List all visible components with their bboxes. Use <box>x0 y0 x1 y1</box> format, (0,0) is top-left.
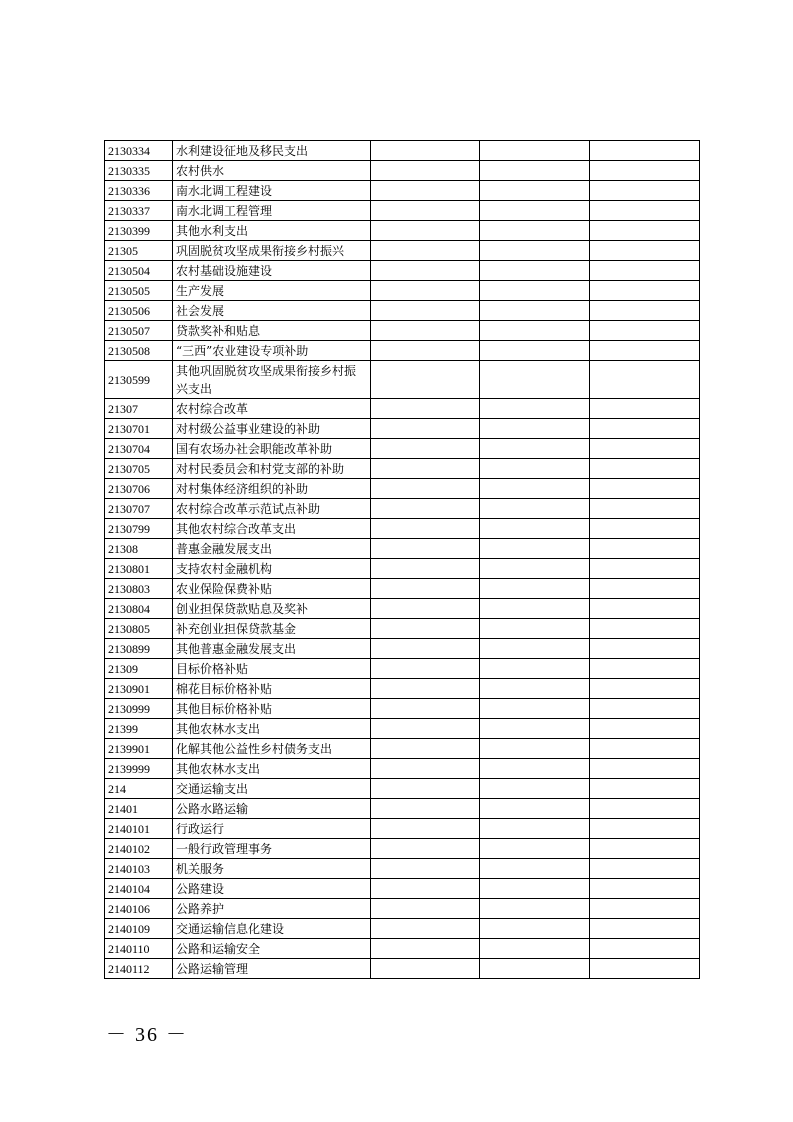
empty-value-cell <box>480 639 590 659</box>
empty-value-cell <box>480 419 590 439</box>
subject-name-cell: 棉花目标价格补贴 <box>173 679 371 699</box>
table-row <box>105 819 700 839</box>
table-row <box>105 699 700 719</box>
empty-value-cell <box>371 559 480 579</box>
empty-value-cell <box>590 879 700 899</box>
empty-value-cell <box>371 499 480 519</box>
empty-value-cell <box>590 161 700 181</box>
empty-value-cell <box>371 879 480 899</box>
table-row <box>105 241 700 261</box>
empty-value-cell <box>371 839 480 859</box>
empty-value-cell <box>480 799 590 819</box>
subject-code-cell: 21399 <box>105 719 173 739</box>
empty-value-cell <box>590 361 700 399</box>
empty-value-cell <box>590 419 700 439</box>
subject-name-cell: 农村供水 <box>173 161 371 181</box>
empty-value-cell <box>480 659 590 679</box>
subject-code-cell: 2139901 <box>105 739 173 759</box>
subject-code-cell: 2130899 <box>105 639 173 659</box>
subject-code-cell: 2130504 <box>105 261 173 281</box>
page-number: － 36 － <box>106 1024 188 1046</box>
empty-value-cell <box>480 459 590 479</box>
subject-name-cell: 其他水利支出 <box>173 221 371 241</box>
table-row <box>105 619 700 639</box>
subject-name-cell: 生产发展 <box>173 281 371 301</box>
empty-value-cell <box>371 281 480 301</box>
empty-value-cell <box>480 439 590 459</box>
table-row <box>105 679 700 699</box>
subject-code-cell: 21309 <box>105 659 173 679</box>
empty-value-cell <box>590 739 700 759</box>
empty-value-cell <box>480 739 590 759</box>
subject-name-cell: 南水北调工程建设 <box>173 181 371 201</box>
subject-code-cell: 2130704 <box>105 439 173 459</box>
subject-code-cell: 21307 <box>105 399 173 419</box>
empty-value-cell <box>480 181 590 201</box>
empty-value-cell <box>480 201 590 221</box>
empty-value-cell <box>590 719 700 739</box>
subject-name-cell: 水利建设征地及移民支出 <box>173 141 371 161</box>
empty-value-cell <box>480 839 590 859</box>
subject-name-cell: 其他农村综合改革支出 <box>173 519 371 539</box>
subject-code-cell: 2130599 <box>105 361 173 399</box>
subject-code-cell: 2130999 <box>105 699 173 719</box>
table-row <box>105 479 700 499</box>
empty-value-cell <box>480 281 590 301</box>
empty-value-cell <box>590 399 700 419</box>
subject-code-cell: 2130804 <box>105 599 173 619</box>
table-row <box>105 899 700 919</box>
empty-value-cell <box>480 939 590 959</box>
empty-value-cell <box>371 181 480 201</box>
subject-code-cell: 2139999 <box>105 759 173 779</box>
subject-name-cell: 对村级公益事业建设的补助 <box>173 419 371 439</box>
table-row <box>105 361 700 399</box>
table-row <box>105 839 700 859</box>
subject-code-cell: 2130508 <box>105 341 173 361</box>
empty-value-cell <box>371 699 480 719</box>
table-row <box>105 499 700 519</box>
subject-code-cell: 2130399 <box>105 221 173 241</box>
table-row <box>105 519 700 539</box>
empty-value-cell <box>480 919 590 939</box>
empty-value-cell <box>590 579 700 599</box>
subject-code-cell: 2130334 <box>105 141 173 161</box>
subject-code-cell: 2140112 <box>105 959 173 979</box>
subject-name-cell: 公路运输管理 <box>173 959 371 979</box>
subject-code-cell: 2140106 <box>105 899 173 919</box>
subject-name-cell: 农村综合改革 <box>173 399 371 419</box>
table-row <box>105 459 700 479</box>
empty-value-cell <box>590 839 700 859</box>
empty-value-cell <box>371 361 480 399</box>
empty-value-cell <box>590 899 700 919</box>
empty-value-cell <box>371 959 480 979</box>
empty-value-cell <box>480 361 590 399</box>
table-row <box>105 859 700 879</box>
subject-name-cell: 其他农林水支出 <box>173 759 371 779</box>
subject-name-cell: 交通运输支出 <box>173 779 371 799</box>
subject-code-cell: 2130506 <box>105 301 173 321</box>
table-row <box>105 959 700 979</box>
subject-name-cell: 目标价格补贴 <box>173 659 371 679</box>
empty-value-cell <box>480 959 590 979</box>
empty-value-cell <box>371 859 480 879</box>
empty-value-cell <box>480 899 590 919</box>
subject-name-cell: 普惠金融发展支出 <box>173 539 371 559</box>
empty-value-cell <box>371 161 480 181</box>
empty-value-cell <box>590 341 700 361</box>
subject-name-cell: 机关服务 <box>173 859 371 879</box>
empty-value-cell <box>371 759 480 779</box>
empty-value-cell <box>590 559 700 579</box>
empty-value-cell <box>480 479 590 499</box>
empty-value-cell <box>480 879 590 899</box>
subject-code-cell: 2140103 <box>105 859 173 879</box>
subject-name-cell: “三西”农业建设专项补助 <box>173 341 371 361</box>
table-row <box>105 399 700 419</box>
subject-name-cell: 南水北调工程管理 <box>173 201 371 221</box>
empty-value-cell <box>590 759 700 779</box>
empty-value-cell <box>480 599 590 619</box>
empty-value-cell <box>371 341 480 361</box>
subject-code-cell: 2130505 <box>105 281 173 301</box>
empty-value-cell <box>480 301 590 321</box>
empty-value-cell <box>590 959 700 979</box>
empty-value-cell <box>371 479 480 499</box>
table-row <box>105 439 700 459</box>
empty-value-cell <box>480 161 590 181</box>
empty-value-cell <box>480 539 590 559</box>
subject-code-cell: 2130805 <box>105 619 173 639</box>
empty-value-cell <box>371 659 480 679</box>
empty-value-cell <box>590 519 700 539</box>
subject-code-cell: 21308 <box>105 539 173 559</box>
empty-value-cell <box>480 499 590 519</box>
empty-value-cell <box>590 819 700 839</box>
empty-value-cell <box>371 599 480 619</box>
empty-value-cell <box>371 439 480 459</box>
empty-value-cell <box>371 899 480 919</box>
subject-name-cell: 国有农场办社会职能改革补助 <box>173 439 371 459</box>
empty-value-cell <box>590 939 700 959</box>
empty-value-cell <box>590 499 700 519</box>
subject-name-cell: 公路建设 <box>173 879 371 899</box>
table-row <box>105 221 700 241</box>
empty-value-cell <box>371 639 480 659</box>
subject-name-cell: 农村基础设施建设 <box>173 261 371 281</box>
empty-value-cell <box>480 579 590 599</box>
subject-code-cell: 2140104 <box>105 879 173 899</box>
empty-value-cell <box>590 639 700 659</box>
subject-code-cell: 2130799 <box>105 519 173 539</box>
empty-value-cell <box>371 579 480 599</box>
table-row <box>105 939 700 959</box>
empty-value-cell <box>371 539 480 559</box>
subject-name-cell: 对村集体经济组织的补助 <box>173 479 371 499</box>
empty-value-cell <box>371 221 480 241</box>
empty-value-cell <box>371 459 480 479</box>
subject-name-cell: 社会发展 <box>173 301 371 321</box>
empty-value-cell <box>590 859 700 879</box>
empty-value-cell <box>371 919 480 939</box>
subject-name-cell: 贷款奖补和贴息 <box>173 321 371 341</box>
subject-code-cell: 2130705 <box>105 459 173 479</box>
subject-code-cell: 2130335 <box>105 161 173 181</box>
table-row <box>105 321 700 341</box>
empty-value-cell <box>590 619 700 639</box>
table-row <box>105 141 700 161</box>
empty-value-cell <box>371 399 480 419</box>
empty-value-cell <box>371 519 480 539</box>
empty-value-cell <box>590 321 700 341</box>
subject-code-cell: 214 <box>105 779 173 799</box>
subject-name-cell: 公路水路运输 <box>173 799 371 819</box>
empty-value-cell <box>371 301 480 321</box>
empty-value-cell <box>371 261 480 281</box>
subject-name-cell: 行政运行 <box>173 819 371 839</box>
empty-value-cell <box>590 459 700 479</box>
empty-value-cell <box>590 539 700 559</box>
table-row <box>105 281 700 301</box>
subject-name-cell: 农村综合改革示范试点补助 <box>173 499 371 519</box>
empty-value-cell <box>590 799 700 819</box>
empty-value-cell <box>590 201 700 221</box>
empty-value-cell <box>480 221 590 241</box>
empty-value-cell <box>480 399 590 419</box>
empty-value-cell <box>480 261 590 281</box>
subject-code-cell: 2140102 <box>105 839 173 859</box>
subject-name-cell: 其他普惠金融发展支出 <box>173 639 371 659</box>
subject-name-cell: 公路养护 <box>173 899 371 919</box>
empty-value-cell <box>480 341 590 361</box>
table-row <box>105 559 700 579</box>
empty-value-cell <box>371 739 480 759</box>
table-row <box>105 419 700 439</box>
empty-value-cell <box>480 759 590 779</box>
table-row <box>105 719 700 739</box>
subject-code-cell: 2130701 <box>105 419 173 439</box>
table-row <box>105 779 700 799</box>
empty-value-cell <box>590 479 700 499</box>
empty-value-cell <box>590 261 700 281</box>
budget-table <box>104 140 700 979</box>
empty-value-cell <box>371 201 480 221</box>
subject-code-cell: 2140101 <box>105 819 173 839</box>
subject-name-cell: 一般行政管理事务 <box>173 839 371 859</box>
empty-value-cell <box>590 301 700 321</box>
subject-name-cell: 其他农林水支出 <box>173 719 371 739</box>
empty-value-cell <box>371 819 480 839</box>
empty-value-cell <box>480 559 590 579</box>
empty-value-cell <box>480 141 590 161</box>
subject-code-cell: 21401 <box>105 799 173 819</box>
empty-value-cell <box>590 181 700 201</box>
empty-value-cell <box>371 419 480 439</box>
empty-value-cell <box>590 679 700 699</box>
subject-name-cell: 农业保险保费补贴 <box>173 579 371 599</box>
subject-name-cell: 支持农村金融机构 <box>173 559 371 579</box>
empty-value-cell <box>371 141 480 161</box>
table-row <box>105 879 700 899</box>
table-body <box>105 141 700 979</box>
subject-name-cell: 对村民委员会和村党支部的补助 <box>173 459 371 479</box>
table-row <box>105 799 700 819</box>
subject-name-cell: 巩固脱贫攻坚成果衔接乡村振兴 <box>173 241 371 261</box>
table-row <box>105 659 700 679</box>
subject-name-cell: 补充创业担保贷款基金 <box>173 619 371 639</box>
subject-name-cell: 其他巩固脱贫攻坚成果衔接乡村振兴支出 <box>173 361 371 399</box>
empty-value-cell <box>480 859 590 879</box>
subject-name-cell: 交通运输信息化建设 <box>173 919 371 939</box>
empty-value-cell <box>590 779 700 799</box>
empty-value-cell <box>371 619 480 639</box>
subject-code-cell: 2130706 <box>105 479 173 499</box>
empty-value-cell <box>480 519 590 539</box>
empty-value-cell <box>590 439 700 459</box>
empty-value-cell <box>590 659 700 679</box>
subject-code-cell: 2130707 <box>105 499 173 519</box>
subject-code-cell: 21305 <box>105 241 173 261</box>
table-row <box>105 539 700 559</box>
table-row <box>105 919 700 939</box>
table-row <box>105 301 700 321</box>
table-row <box>105 181 700 201</box>
table-row <box>105 579 700 599</box>
empty-value-cell <box>480 699 590 719</box>
subject-code-cell: 2130337 <box>105 201 173 221</box>
empty-value-cell <box>480 321 590 341</box>
empty-value-cell <box>480 719 590 739</box>
subject-name-cell: 其他目标价格补贴 <box>173 699 371 719</box>
subject-code-cell: 2130803 <box>105 579 173 599</box>
table-row <box>105 639 700 659</box>
table-row <box>105 599 700 619</box>
table-row <box>105 759 700 779</box>
empty-value-cell <box>480 819 590 839</box>
empty-value-cell <box>590 221 700 241</box>
empty-value-cell <box>371 719 480 739</box>
empty-value-cell <box>590 141 700 161</box>
empty-value-cell <box>480 779 590 799</box>
table-row <box>105 201 700 221</box>
subject-code-cell: 2130801 <box>105 559 173 579</box>
empty-value-cell <box>371 241 480 261</box>
subject-code-cell: 2130507 <box>105 321 173 341</box>
empty-value-cell <box>590 919 700 939</box>
empty-value-cell <box>371 779 480 799</box>
empty-value-cell <box>590 281 700 301</box>
table-row <box>105 161 700 181</box>
empty-value-cell <box>371 679 480 699</box>
empty-value-cell <box>590 241 700 261</box>
table-row <box>105 341 700 361</box>
empty-value-cell <box>480 241 590 261</box>
subject-code-cell: 2130336 <box>105 181 173 201</box>
empty-value-cell <box>480 619 590 639</box>
subject-code-cell: 2130901 <box>105 679 173 699</box>
empty-value-cell <box>590 699 700 719</box>
empty-value-cell <box>371 799 480 819</box>
table-row <box>105 261 700 281</box>
subject-name-cell: 创业担保贷款贴息及奖补 <box>173 599 371 619</box>
empty-value-cell <box>590 599 700 619</box>
subject-name-cell: 化解其他公益性乡村债务支出 <box>173 739 371 759</box>
subject-name-cell: 公路和运输安全 <box>173 939 371 959</box>
empty-value-cell <box>480 679 590 699</box>
subject-code-cell: 2140109 <box>105 919 173 939</box>
table-row <box>105 739 700 759</box>
subject-code-cell: 2140110 <box>105 939 173 959</box>
empty-value-cell <box>371 321 480 341</box>
empty-value-cell <box>371 939 480 959</box>
